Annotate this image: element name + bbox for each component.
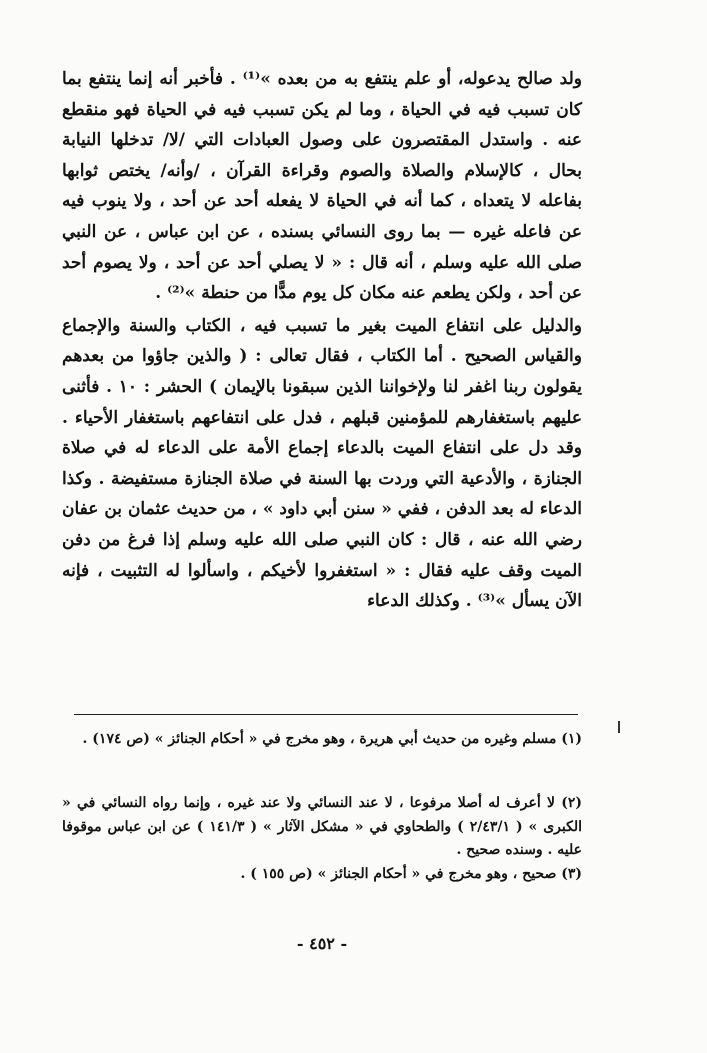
footnote-3: (٣) صحيح ، وهو مخرج في « أحكام الجنائز » (ص ١٥٥ ) . [240, 865, 582, 882]
footnotes-top [62, 728, 582, 752]
footnotes-bottom [62, 792, 582, 886]
page-number: - ٤٥٢ - [296, 934, 348, 953]
footnote-1: (١) مسلم وغيره من حديث أبي هريرة ، وهو مخرج في « أحكام الجنائز » (ص ١٧٤) . [82, 731, 582, 747]
book-page [62, 64, 582, 964]
margin-mark [618, 721, 620, 733]
body-paragraph-2: والدليل على انتفاع الميت بغير ما تسبب فيه ، الكتاب والسنة والإجماع والقياس الصحيح . أما الكتاب ، فقال تعالى : ( والذين جاؤوا من بعدهم يقولون ربنا اغفر لنا ولإخواننا الذين سبقونا بالإيمان ) الحشر : ١٠ . فأثنى عليهم باستغفارهم للمؤمنين قبلهم ، فدل على انتفاعهم باستغفار الأحياء . وقد دل على انتفاع الميت بالدعاء إجماع الأمة على الدعاء له في صلاة الجنازة ، والأدعية التي وردت بها السنة في صلاة الجنازة مستفيضة . وكذا الدعاء له بعد الدفن ، ففي « سنن أبي داود » ، من حديث عثمان بن عفان رضي الله عنه ، قال : كان النبي صلى الله عليه وسلم إذا فرغ من دفن الميت وقف عليه فقال : « استغفروا لأخيكم ، واسألوا له التثبيت ، فإنه الآن يسأل »⁽³⁾ . وكذلك الدعاء [62, 315, 582, 612]
footnote-divider [74, 714, 578, 715]
footnote-2: (٢) لا أعرف له أصلا مرفوعا ، لا عند النسائي ولا عند غيره ، وإنما رواه النسائي في « الكبرى » ( ٢/٤٣/١ ) والطحاوي في « مشكل الآثار » ( ١٤١/٣ ) عن ابن عباس موقوفا عليه . وسنده صحيح . [62, 795, 582, 858]
body-paragraph-1: ولد صالح يدعوله، أو علم ينتفع به من بعده »⁽¹⁾ . فأخبر أنه إنما ينتفع بما كان تسبب فيه في الحياة ، وما لم يكن تسبب فيه في الحياة فهو منقطع عنه . واستدل المقتصرون على وصول العبادات التي /لا/ تدخلها النيابة بحال ، كالإسلام والصلاة والصوم وقراءة القرآن ، /وأنه/ يختص ثوابها بفاعله لا يتعداه ، كما أنه في الحياة لا يفعله أحد عن أحد ، ولا ينوب فيه عن فاعله غيره — بما روى النسائي بسنده ، عن ابن عباس ، عن النبي صلى الله عليه وسلم ، أنه قال : « لا يصلي أحد عن أحد ، ولا يصوم أحد عن أحد ، ولكن يطعم عنه مكان كل يوم مدًّا من حنطة »⁽²⁾ . [62, 69, 582, 304]
